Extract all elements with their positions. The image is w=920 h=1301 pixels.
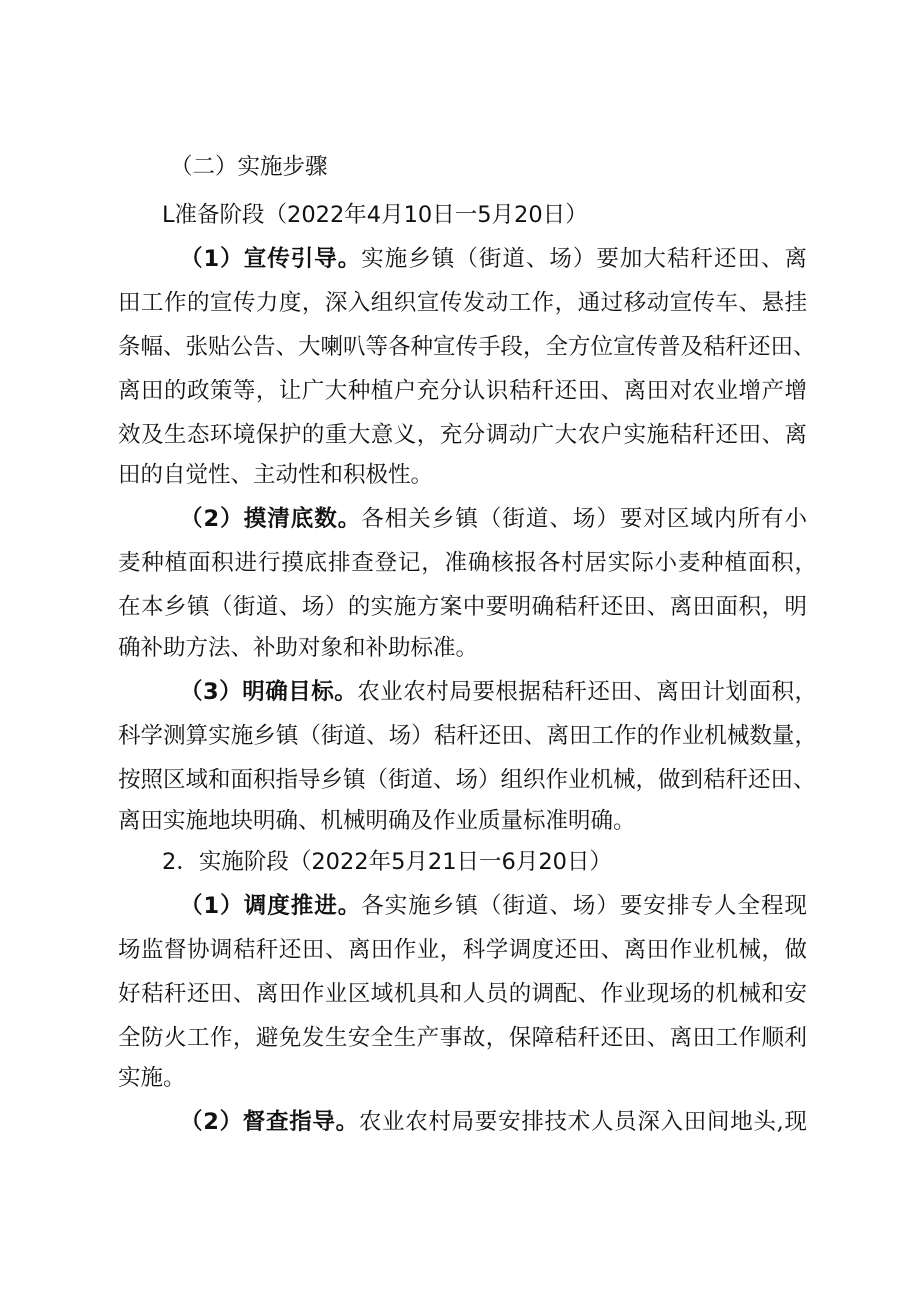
paragraph-line: 实施。 [118, 1065, 186, 1091]
paragraph-line [180, 886, 807, 926]
item-label: （1）调度推进。 [180, 893, 362, 919]
paragraph-line: 麦种植面积进行摸底排查登记，准确核报各村居实际小麦种植面积， [118, 550, 817, 576]
paragraph-line [180, 672, 817, 712]
paragraph-line [180, 239, 807, 279]
item-label: （3）明确目标。 [180, 679, 358, 705]
paragraph-line: 在本乡镇（街道、场）的实施方案中要明确秸秆还田、离田面积，明 [118, 594, 807, 620]
section-heading: （二）实施步骤 [170, 154, 328, 180]
paragraph-text: 农业农村局要安排技术人员深入田间地头,现 [358, 1109, 807, 1135]
paragraph-line [180, 499, 807, 539]
paragraph-line: 确补助方法、补助对象和补助标准。 [118, 635, 479, 661]
item-label: （1）宣传引导。 [180, 246, 362, 272]
paragraph-line: 田的自觉性、主动性和积极性。 [118, 462, 434, 488]
paragraph-line: 条幅、张贴公告、大喇叭等各种宣传手段，全方位宣传普及秸秆还田、 [118, 334, 816, 360]
paragraph-line: 离田的政策等，让广大种植户充分认识秸秆还田、离田对农业增产增 [118, 378, 807, 404]
item-label: （2）摸清底数。 [180, 506, 362, 532]
stage-1-title: L准备阶段（2022年4月10日一5月20日） [162, 202, 588, 228]
paragraph-line: 按照区域和面积指导乡镇（街道、场）组织作业机械，做到秸秆还田、 [118, 767, 816, 793]
paragraph-text: 各相关乡镇（街道、场）要对区域内所有小 [361, 506, 807, 532]
paragraph-text: 各实施乡镇（街道、场）要安排专人全程现 [361, 893, 807, 919]
paragraph-text: 实施乡镇（街道、场）要加大秸秆还田、离 [361, 246, 807, 272]
paragraph-line: 场监督协调秸秆还田、离田作业，科学调度还田、离田作业机械，做 [118, 937, 807, 963]
stage-2-title: 2．实施阶段（2022年5月21日一6月20日） [162, 849, 612, 875]
paragraph-line: 科学测算实施乡镇（街道、场）秸秆还田、离田工作的作业机械数量， [118, 723, 817, 749]
paragraph-line: 好秸秆还田、离田作业区域机具和人员的调配、作业现场的机械和安 [118, 981, 807, 1007]
paragraph-line: 全防火工作，避免发生安全生产事故，保障秸秆还田、离田工作顺利 [118, 1025, 807, 1051]
paragraph-line: 效及生态环境保护的重大意义，充分调动广大农户实施秸秆还田、离 [118, 422, 807, 448]
item-label: （2）督查指导。 [180, 1109, 359, 1135]
paragraph-line: 田工作的宣传力度，深入组织宣传发动工作，通过移动宣传车、悬挂 [118, 290, 807, 316]
paragraph-line: 离田实施地块明确、机械明确及作业质量标准明确。 [118, 808, 636, 834]
paragraph-line [180, 1102, 807, 1142]
paragraph-text: 农业农村局要根据秸秆还田、离田计划面积， [357, 679, 817, 705]
